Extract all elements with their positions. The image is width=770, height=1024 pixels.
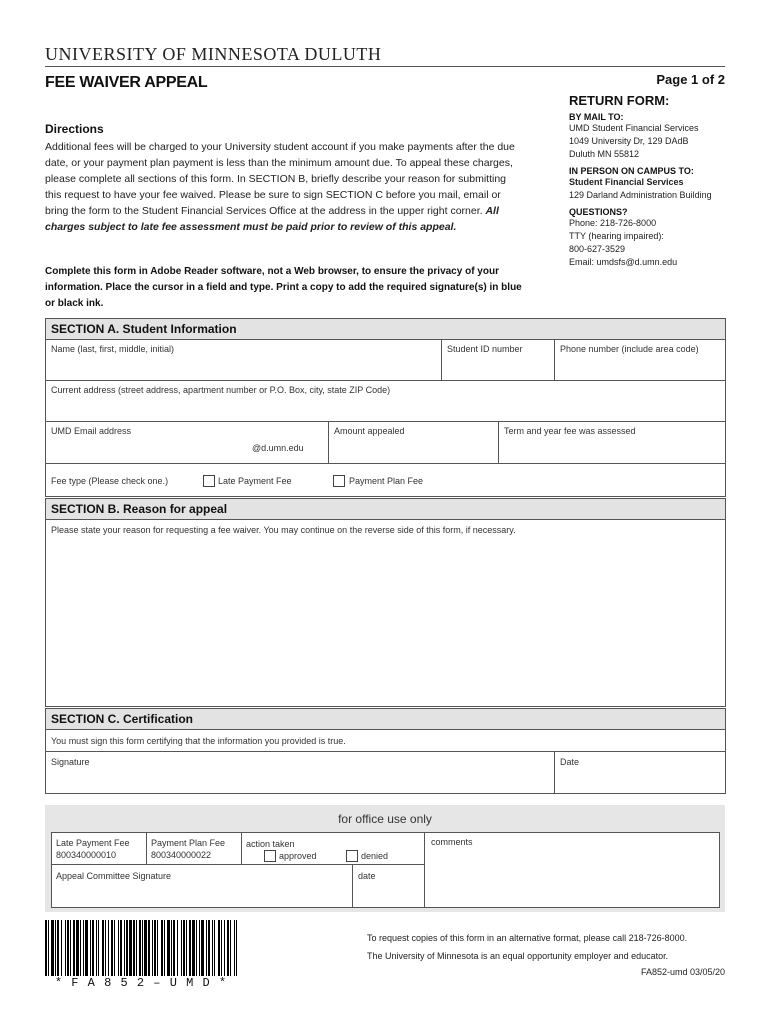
denied-checkbox[interactable]: [346, 850, 358, 862]
barcode-bar: [212, 920, 213, 976]
barcode-bar: [48, 920, 49, 976]
university-name: UNIVERSITY OF MINNESOTA DULUTH: [45, 44, 382, 64]
date-label: Date: [560, 757, 580, 767]
barcode-bar: [55, 920, 56, 976]
campus-line: 129 Darland Administration Building: [569, 190, 712, 200]
page-number: Page 1 of 2: [656, 72, 725, 87]
office-comments-label: comments: [431, 837, 473, 847]
office-late-fee-code: 800340000010: [56, 850, 117, 860]
mail-line: Duluth MN 55812: [569, 149, 640, 159]
signature-label: Signature: [51, 757, 90, 767]
approved-label: approved: [279, 851, 317, 861]
barcode-bar: [199, 920, 200, 976]
barcode-bar: [102, 920, 104, 976]
barcode-bar: [96, 920, 97, 976]
office-action-label: action taken: [246, 839, 295, 849]
barcode-bar: [83, 920, 84, 976]
fee-type-label: Fee type (Please check one.): [51, 476, 169, 486]
barcode-bar: [120, 920, 122, 976]
late-fee-checkbox[interactable]: [203, 475, 215, 487]
amount-field[interactable]: [328, 421, 499, 464]
barcode-bar: [173, 920, 175, 976]
email-field[interactable]: [45, 421, 329, 464]
barcode: [45, 920, 237, 976]
plan-fee-checkbox[interactable]: [333, 475, 345, 487]
barcode-bar: [90, 920, 91, 976]
office-plan-fee-label: Payment Plan Fee: [151, 838, 226, 848]
barcode-bar: [65, 920, 66, 976]
barcode-bar: [171, 920, 172, 976]
signature-field[interactable]: [45, 751, 555, 794]
alt-format-note: To request copies of this form in an alternative format, please call 218-726-8000.: [367, 933, 688, 943]
barcode-bar: [218, 920, 220, 976]
equal-opportunity-note: The University of Minnesota is an equal opportunity employer and educator.: [367, 951, 669, 961]
address-field[interactable]: [45, 380, 726, 422]
barcode-bar: [227, 920, 229, 976]
plan-fee-label: Payment Plan Fee: [349, 476, 424, 486]
barcode-bar: [108, 920, 109, 976]
term-label: Term and year fee was assessed: [504, 426, 636, 436]
barcode-bar: [208, 920, 210, 976]
barcode-bar: [144, 920, 147, 976]
barcode-bar: [230, 920, 231, 976]
barcode-bar: [181, 920, 182, 976]
office-late-fee-label: Late Payment Fee: [56, 838, 130, 848]
denied-label: denied: [361, 851, 389, 861]
mail-heading: BY MAIL TO:: [569, 112, 624, 122]
name-label: Name (last, first, middle, initial): [51, 344, 175, 354]
student-id-label: Student ID number: [447, 344, 523, 354]
section-a-title: SECTION A. Student Information: [45, 318, 726, 340]
office-plan-fee-cell: [146, 832, 242, 865]
adobe-note: Complete this form in Adobe Reader software, not a Web browser, to ensure the privacy of your information. Place the cursor in a field and type. Print a copy to add the required signature(s) in blue or black ink.: [45, 266, 522, 309]
barcode-bar: [206, 920, 207, 976]
barcode-bar: [167, 920, 170, 976]
student-id-field[interactable]: [441, 339, 555, 381]
email-label: UMD Email address: [51, 426, 132, 436]
fee-type-row: [45, 463, 726, 497]
mail-line: 1049 University Dr, 129 DAdB: [569, 136, 689, 146]
mail-line: UMD Student Financial Services: [569, 123, 699, 133]
questions-line: TTY (hearing impaired):: [569, 231, 664, 241]
return-form-title: RETURN FORM:: [569, 93, 670, 108]
phone-field[interactable]: [554, 339, 726, 381]
section-c-title: SECTION C. Certification: [45, 708, 726, 730]
barcode-bar: [221, 920, 222, 976]
barcode-bar: [73, 920, 75, 976]
approved-checkbox[interactable]: [264, 850, 276, 862]
amount-label: Amount appealed: [334, 426, 405, 436]
directions-body: Additional fees will be charged to your University student account if you make payments after the due date, or your payment plan payment is less than the minimum amount due. To appeal these charges, please complete all sections of this form. In SECTION B, briefly describe your reason for submitting this request to have your fee waived. Please be sure to sign SECTION C before you mail, email or bring the form to the Student Financial Services Office at the address in the upper right corner.: [45, 141, 515, 217]
barcode-bar: [57, 920, 59, 976]
barcode-bar: [51, 920, 54, 976]
barcode-bar: [45, 920, 47, 976]
office-use-title: for office use only: [338, 812, 432, 826]
barcode-bar: [157, 920, 158, 976]
form-title: FEE WAIVER APPEAL: [45, 74, 208, 91]
form-code: FA852-umd 03/05/20: [640, 967, 725, 977]
directions-heading: Directions: [45, 122, 104, 136]
barcode-bar: [118, 920, 119, 976]
office-plan-fee-code: 800340000022: [151, 850, 212, 860]
barcode-bar: [201, 920, 204, 976]
barcode-bar: [177, 920, 178, 976]
barcode-bar: [214, 920, 215, 976]
barcode-bar: [133, 920, 135, 976]
barcode-bar: [67, 920, 69, 976]
barcode-bar: [224, 920, 225, 976]
barcode-bar: [129, 920, 132, 976]
barcode-bar: [189, 920, 191, 976]
barcode-text: * F A 8 5 2 – U M D *: [54, 976, 228, 990]
office-date-label: date: [358, 871, 376, 881]
date-field[interactable]: [554, 751, 726, 794]
barcode-bar: [161, 920, 163, 976]
barcode-bar: [85, 920, 88, 976]
barcode-bar: [236, 920, 237, 976]
term-field[interactable]: [498, 421, 726, 464]
office-committee-signature-field[interactable]: [51, 864, 353, 908]
barcode-bar: [98, 920, 99, 976]
questions-heading: QUESTIONS?: [569, 207, 628, 217]
questions-line: 800-627-3529: [569, 244, 626, 254]
certification-row: [45, 729, 726, 752]
return-form-info: [569, 112, 729, 269]
office-action-cell: [241, 832, 425, 865]
barcode-bar: [76, 920, 79, 976]
barcode-bar: [111, 920, 113, 976]
phone-label: Phone number (include area code): [560, 344, 699, 354]
office-date-field[interactable]: [352, 864, 425, 908]
directions-emphasis: All charges subject to late fee assessment must be paid prior to review of this appeal.: [45, 205, 499, 233]
directions-text: [45, 139, 515, 235]
reason-instructions: Please state your reason for requesting a fee waiver. You may continue on the reverse side of this form, if necessary.: [51, 525, 516, 535]
barcode-bar: [192, 920, 195, 976]
office-comments-field[interactable]: [424, 832, 720, 908]
section-b-title: SECTION B. Reason for appeal: [45, 498, 726, 520]
barcode-bar: [136, 920, 137, 976]
barcode-bar: [80, 920, 81, 976]
barcode-bar: [186, 920, 187, 976]
barcode-bar: [124, 920, 125, 976]
barcode-bar: [139, 920, 141, 976]
barcode-bar: [126, 920, 128, 976]
barcode-bar: [92, 920, 94, 976]
certification-statement: You must sign this form certifying that the information you provided is true.: [51, 736, 346, 746]
barcode-bar: [183, 920, 185, 976]
barcode-bar: [164, 920, 165, 976]
campus-heading: IN PERSON ON CAMPUS TO:: [569, 166, 694, 176]
barcode-bar: [70, 920, 71, 976]
campus-line: Student Financial Services: [569, 177, 684, 187]
barcode-bar: [152, 920, 153, 976]
office-late-fee-cell: [51, 832, 147, 865]
barcode-bar: [105, 920, 106, 976]
barcode-bar: [114, 920, 115, 976]
barcode-bar: [61, 920, 62, 976]
address-label: Current address (street address, apartment number or P.O. Box, city, state ZIP Code): [51, 385, 391, 395]
barcode-bar: [196, 920, 197, 976]
questions-line: Email: umdsfs@d.umn.edu: [569, 257, 678, 267]
header-rule: [45, 66, 725, 67]
office-committee-label: Appeal Committee Signature: [56, 871, 172, 881]
name-field[interactable]: [45, 339, 442, 381]
email-suffix: @d.umn.edu: [252, 443, 304, 453]
barcode-bar: [154, 920, 156, 976]
barcode-bar: [234, 920, 235, 976]
questions-line: Phone: 218-726-8000: [569, 218, 657, 228]
late-fee-label: Late Payment Fee: [218, 476, 292, 486]
reason-textarea[interactable]: [45, 519, 726, 707]
barcode-bar: [142, 920, 143, 976]
barcode-bar: [148, 920, 150, 976]
